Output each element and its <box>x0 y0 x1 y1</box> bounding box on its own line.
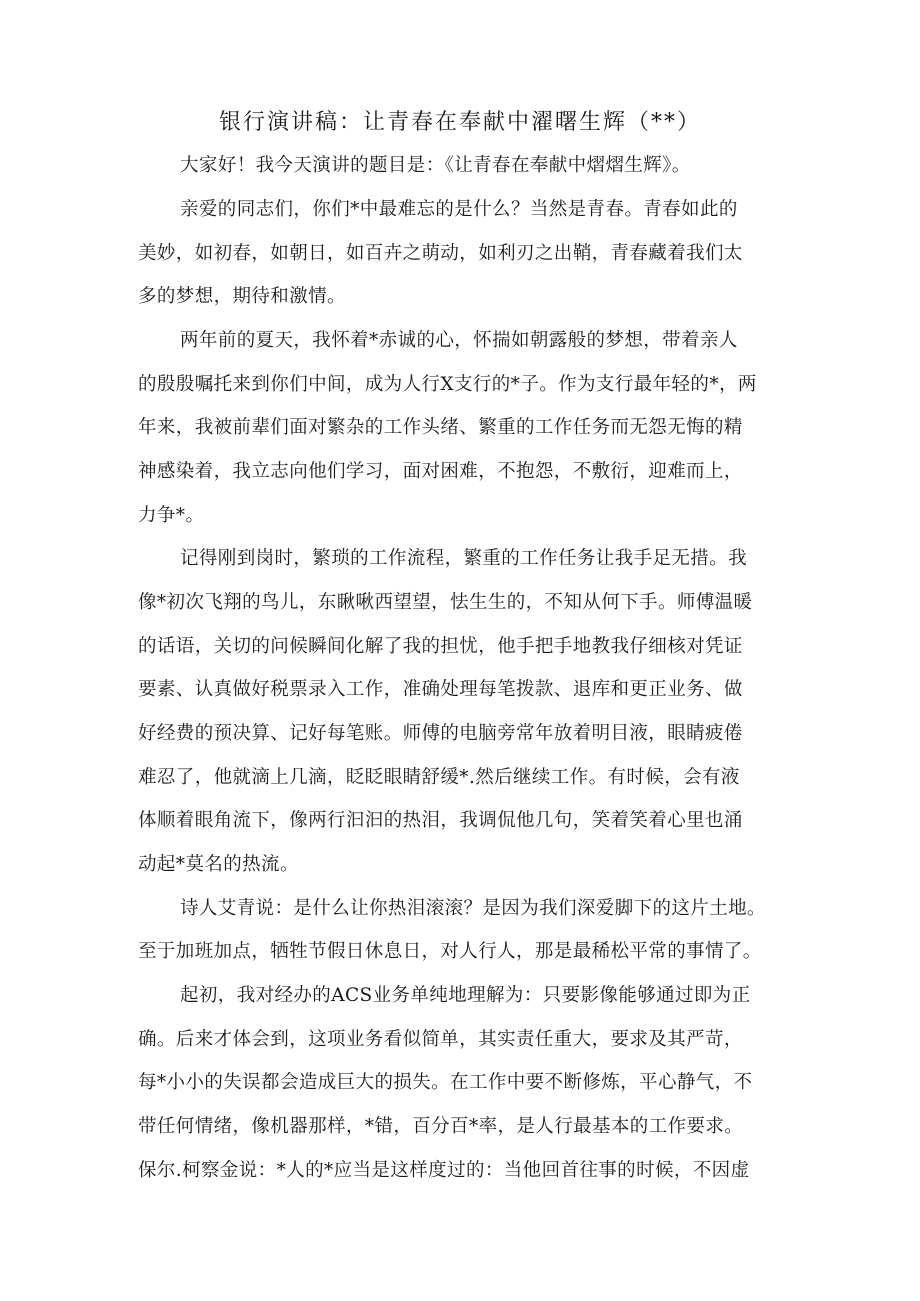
text-line: 年来，我被前辈们面对繁杂的工作头绪、繁重的工作任务而无怨无悔的精 <box>138 417 743 438</box>
text-line: 难忍了，他就滴上几滴，眨眨眼睛舒缓*.然后继续工作。有时候，会有液 <box>138 767 740 788</box>
text-line: 记得刚到岗时，繁琐的工作流程，繁重的工作任务让我手足无措。我 <box>180 548 748 569</box>
text-line: 两年前的夏天，我怀着*赤诚的心，怀揣如朝露般的梦想，带着亲人 <box>180 330 738 351</box>
document-title: 银行演讲稿：让青春在奉献中濯曙生辉（**） <box>218 110 701 135</box>
text-line: 亲爱的同志们，你们*中最难忘的是什么？当然是青春。青春如此的 <box>180 199 738 220</box>
text-line: 保尔.柯察金说：*人的*应当是这样度过的：当他回首往事的时候，不因虚 <box>138 1160 750 1181</box>
text-line: 体顺着眼角流下，像两行汩汩的热泪，我调侃他几句，笑着笑着心里也涌 <box>138 810 743 831</box>
text-line: 神感染着，我立志向他们学习，面对困难，不抱怨，不敷衍，迎难而上， <box>138 461 743 482</box>
text-line: 要素、认真做好税票录入工作，准确处理每笔拨款、退库和更正业务、做 <box>138 679 743 700</box>
text-line: 力争*。 <box>138 505 205 526</box>
text-line: 大家好！我今天演讲的题目是：《让青春在奉献中熠熠生辉》。 <box>180 155 691 176</box>
text-line: 多的梦想，期待和激情。 <box>138 286 346 307</box>
text-line: 动起*莫名的热流。 <box>138 854 299 875</box>
text-line: 确。后来才体会到，这项业务看似简单，其实责任重大，要求及其严苛， <box>138 1029 743 1050</box>
text-line: 诗人艾青说：是什么让你热泪滚滚？是因为我们深爱脚下的这片土地。 <box>180 898 766 919</box>
text-line: 带任何情绪，像机器那样，*错，百分百*率，是人行最基本的工作要求。 <box>138 1116 744 1137</box>
text-line: 起初，我对经办的ACS业务单纯地理解为：只要影像能够通过即为正 <box>180 985 751 1006</box>
text-line: 每*小小的失误都会造成巨大的损失。在工作中要不断修炼，平心静气，不 <box>138 1072 753 1093</box>
text-line: 美妙，如初春，如朝日，如百卉之萌动，如利刃之出鞘，青春藏着我们太 <box>138 243 743 264</box>
text-line: 像*初次飞翔的鸟儿，东瞅啾西望望，怯生生的，不知从何下手。师傅温暖 <box>138 592 753 613</box>
text-line: 的话语，关切的问候瞬间化解了我的担忧，他手把手地教我仔细核对凭证 <box>138 636 743 657</box>
text-line: 好经费的预决算、记好每笔账。师傅的电脑旁常年放着明目液，眼睛疲倦 <box>138 723 743 744</box>
text-line: 的殷殷嘱托来到你们中间，成为人行X支行的*子。作为支行最年轻的*，两 <box>138 374 757 395</box>
text-line: 至于加班加点，牺牲节假日休息日，对人行人，那是最稀松平常的事情了。 <box>138 941 762 962</box>
